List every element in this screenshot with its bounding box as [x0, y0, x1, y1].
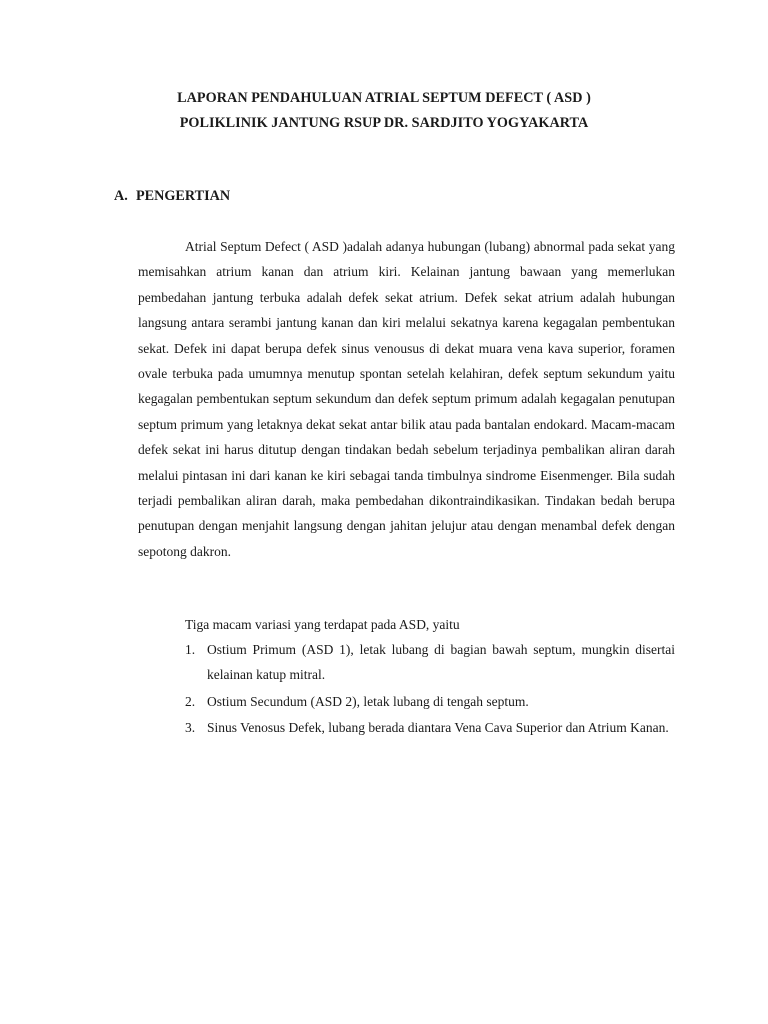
title-line-2: POLIKLINIK JANTUNG RSUP DR. SARDJITO YOGYAKARTA: [179, 115, 589, 131]
list-item: [185, 689, 675, 714]
variation-list: [185, 637, 675, 741]
list-item-number: 1.: [185, 642, 196, 657]
title-line-1: LAPORAN PENDAHULUAN ATRIAL SEPTUM DEFECT ( ASD ): [177, 90, 591, 106]
definition-paragraph: Atrial Septum Defect ( ASD )adalah adanya hubungan (lubang) abnormal pada sekat yang memisahkan atrium kanan dan atrium kiri. Kelainan jantung bawaan yang memerlukan pembedahan jantung terbuka adalah defek sekat atrium. Defek sekat atrium adalah hubungan langsung antara serambi jantung kanan dan kiri melalui sekatnya karena kegagalan pembentukan sekat. Defek ini dapat berupa defek sinus venousus di dekat muara vena kava superior, foramen ovale terbuka pada umumnya menutup spontan setelah kelahiran, defek septum sekundum yaitu kegagalan pembentukan septum sekundum dan defek septum primum adalah kegagalan penutupan septum primum yang letaknya dekat sekat antar bilik atau pada bantalan endokard. Macam-macam defek sekat ini harus ditutup dengan tindakan bedah sebelum terjadinya pembalikan aliran darah melalui pintasan ini dari kanan ke kiri sebagai tanda timbulnya sindrome Eisenmenger. Bila sudah terjadi pembalikan aliran darah, maka pembedahan dikontraindikasikan. Tindakan bedah berupa penutupan dengan menjahit langsung dengan jahitan jelujur atau dengan menambal defek dengan sepotong dakron.: [138, 239, 675, 559]
list-item: [185, 715, 675, 740]
list-item-number: 3.: [185, 720, 196, 736]
list-item-text: Ostium Primum (ASD 1), letak lubang di bagian bawah septum, mungkin disertai kelainan katup mitral.: [207, 642, 675, 683]
section-marker: A.: [114, 188, 128, 204]
list-intro: Tiga macam variasi yang terdapat pada ASD, yaitu: [185, 617, 460, 632]
list-item-text: Sinus Venosus Defek, lubang berada diantara Vena Cava Superior dan Atrium Kanan.: [207, 720, 669, 736]
section-heading-text: PENGERTIAN: [136, 188, 231, 204]
list-item: [185, 637, 675, 688]
document-title: [0, 86, 768, 136]
section-heading: [114, 186, 230, 206]
list-item-number: 2.: [185, 693, 196, 709]
list-item-text: Ostium Secundum (ASD 2), letak lubang di tengah septum.: [207, 693, 529, 709]
